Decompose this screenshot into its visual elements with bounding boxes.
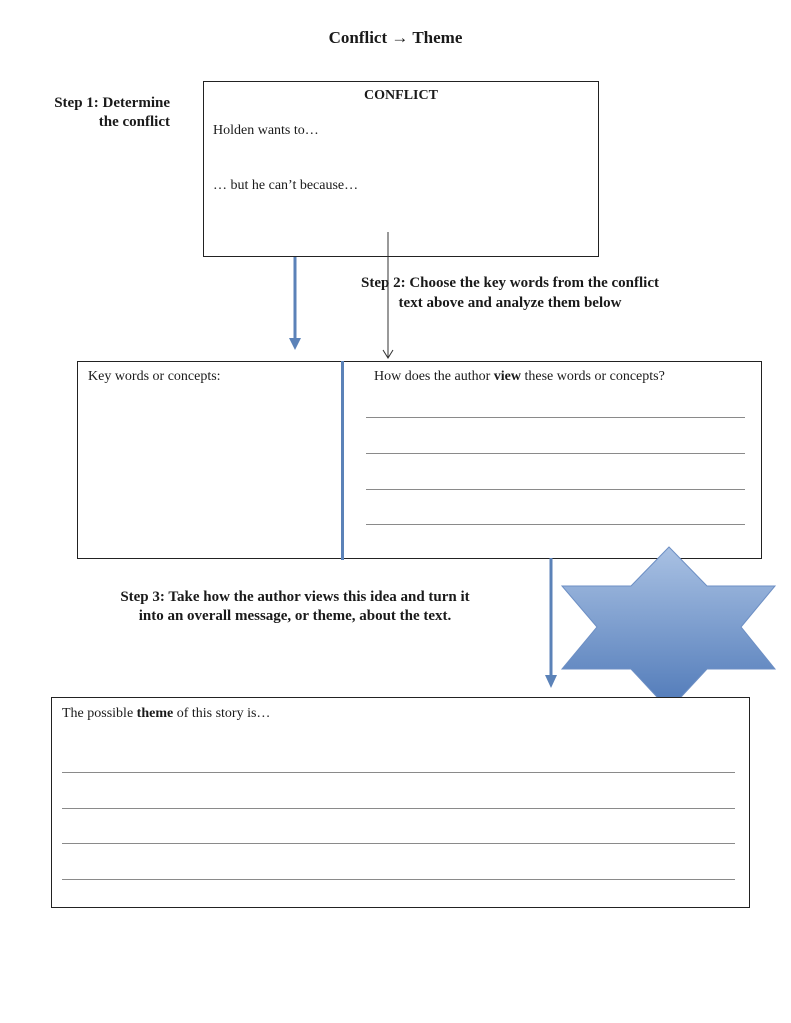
theme-prompt-post: of this story is…	[173, 706, 271, 721]
conflict-box[interactable]	[203, 81, 599, 257]
theme-answer-line[interactable]	[62, 843, 735, 844]
step1-line2: the conflict	[98, 114, 170, 130]
step1-line1: Step 1: Determine	[54, 95, 170, 111]
author-view-question-bold: view	[493, 369, 521, 384]
step3-instruction	[90, 588, 500, 626]
arrow-to-theme-icon	[545, 558, 557, 688]
step1-instruction	[20, 94, 170, 132]
step2-line1: Step 2: Choose the key words from the conflict	[360, 275, 660, 291]
key-words-label: Key words or concepts:	[88, 369, 221, 384]
theme-answer-line[interactable]	[62, 879, 735, 880]
answer-line[interactable]	[366, 524, 745, 525]
analysis-box[interactable]	[77, 361, 762, 559]
theme-prompt-pre: The possible	[62, 706, 137, 721]
answer-line[interactable]	[366, 489, 745, 490]
step3-line1: Step 3: Take how the author views this idea and turn it	[120, 589, 470, 605]
conflict-prompt-wants: Holden wants to…	[213, 123, 319, 138]
step2-line2: text above and analyze them below	[398, 295, 622, 311]
step3-line2: into an overall message, or theme, about the text.	[138, 608, 452, 624]
author-view-question-post: these words or concepts?	[520, 369, 665, 384]
theme-box[interactable]	[51, 697, 750, 908]
author-view-question-pre: How does the author	[374, 369, 494, 384]
theme-prompt-bold: theme	[136, 706, 174, 721]
conflict-prompt-cant: … but he can’t because…	[213, 178, 359, 193]
page-title: Conflict → Theme	[328, 28, 463, 47]
answer-line[interactable]	[366, 453, 745, 454]
theme-answer-line[interactable]	[62, 772, 735, 773]
analysis-divider	[341, 361, 344, 560]
step2-instruction	[300, 273, 720, 313]
author-view-question	[374, 369, 665, 385]
answer-line[interactable]	[366, 417, 745, 418]
six-point-star-icon	[562, 547, 775, 710]
theme-answer-line[interactable]	[62, 808, 735, 809]
conflict-heading: CONFLICT	[364, 88, 438, 103]
theme-prompt	[62, 706, 270, 722]
